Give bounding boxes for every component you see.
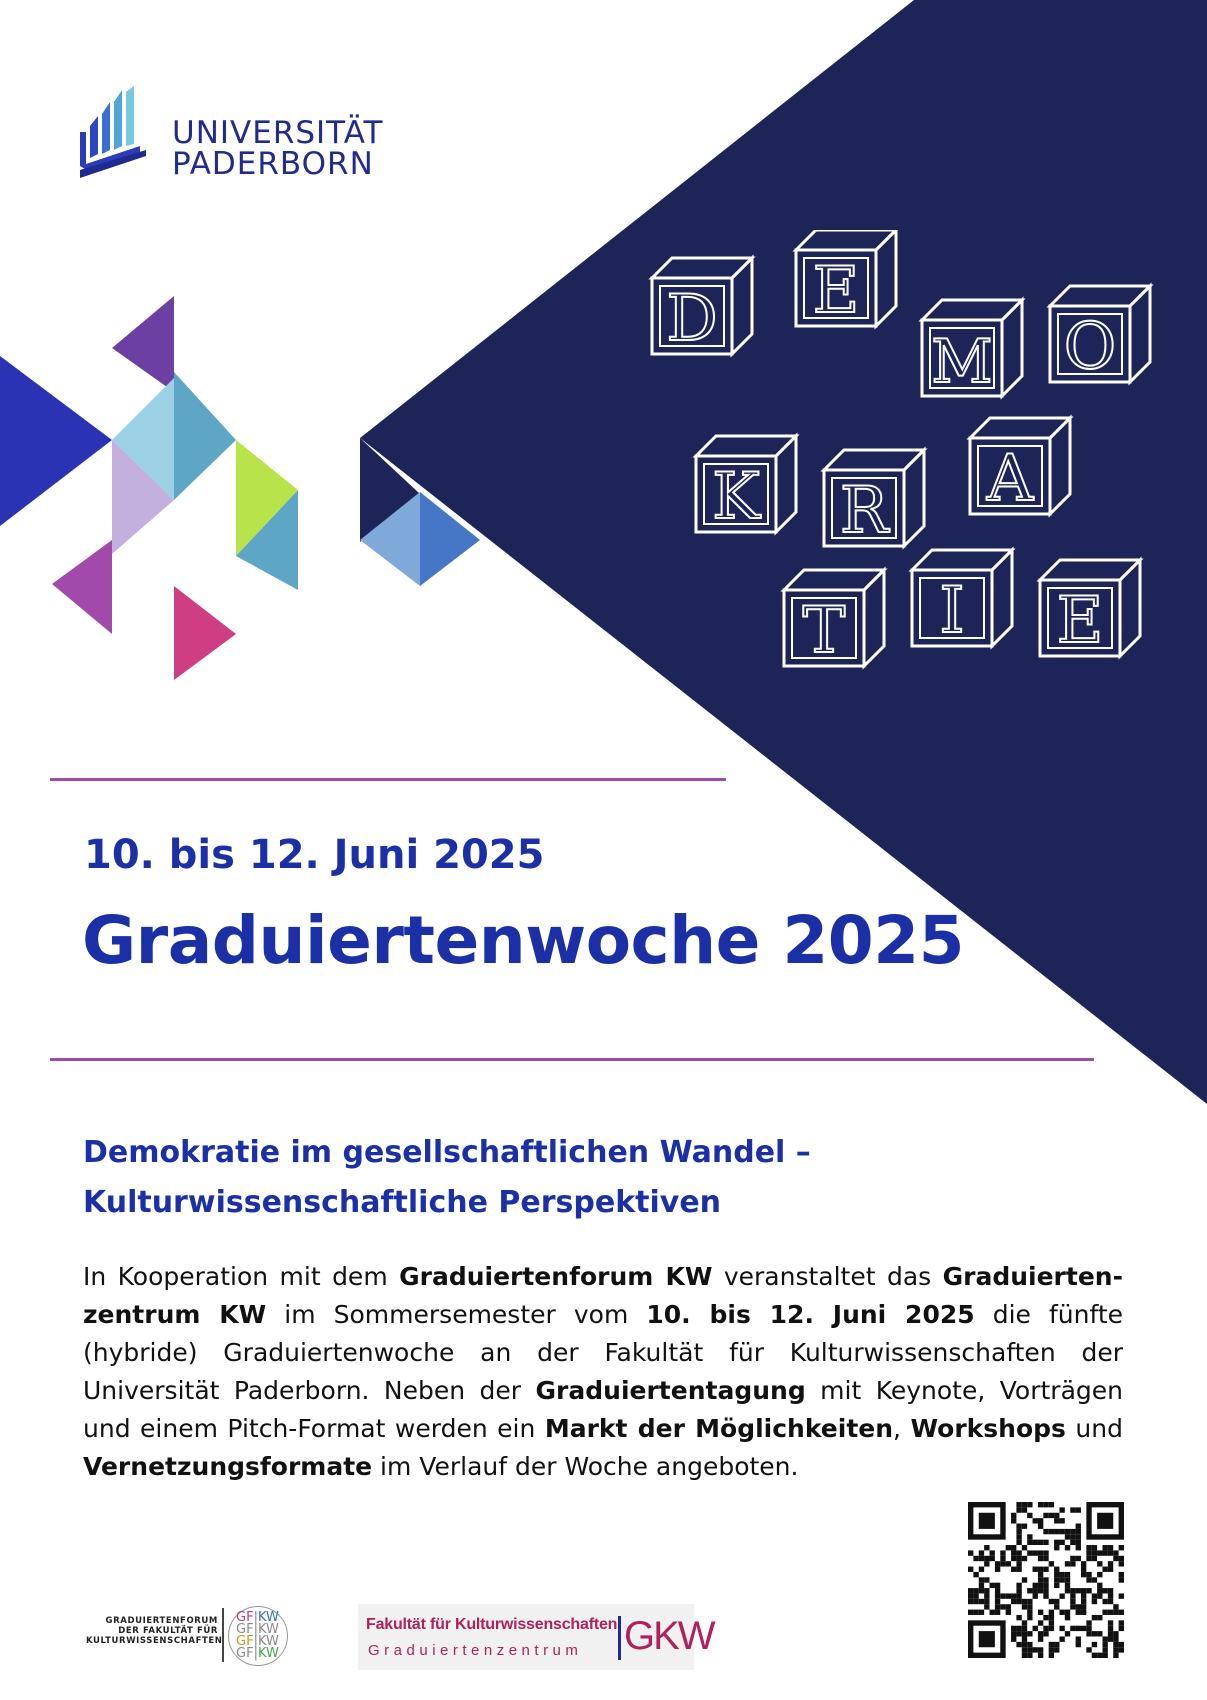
- gkw-mark: GKW: [624, 1614, 714, 1658]
- graduiertenforum-logo: [86, 1602, 298, 1670]
- gf-mark-right: KW: [257, 1622, 279, 1637]
- block-m: [922, 300, 1022, 397]
- demokratie-blocks: [640, 230, 1200, 700]
- desc-text: veranstaltet das: [712, 1262, 943, 1291]
- gf-mark-right: KW: [257, 1610, 279, 1625]
- block-letter: M: [931, 327, 993, 397]
- gkw-line2: Graduiertenzentrum: [368, 1642, 583, 1659]
- block-e2: [1040, 560, 1140, 658]
- block-a: [970, 418, 1070, 516]
- qr-code[interactable]: [968, 1502, 1124, 1658]
- block-r: [824, 450, 924, 548]
- desc-bold: Graduiertenzentrum KW: [83, 1262, 1123, 1329]
- block-letter: D: [666, 282, 718, 356]
- block-t: [784, 570, 884, 668]
- subtitle-line2: Kulturwissenschaftliche Perspektiven: [83, 1185, 722, 1220]
- university-name-line2: PADERBORN: [172, 146, 374, 182]
- desc-bold: Workshops: [910, 1414, 1066, 1443]
- top-divider: [50, 778, 726, 781]
- gf-logo-line3: KULTURWISSENSCHAFTEN: [86, 1636, 223, 1646]
- gf-mark-left: GF: [236, 1646, 254, 1661]
- gf-mark-right: KW: [257, 1646, 279, 1661]
- bottom-divider: [50, 1058, 1094, 1061]
- decorative-triangles: [0, 290, 490, 690]
- block-letter: I: [939, 574, 965, 648]
- block-letter: R: [839, 474, 889, 548]
- desc-text: im Sommersemester vom: [266, 1300, 647, 1329]
- block-i: [912, 550, 1012, 648]
- desc-bold: 10. bis 12. Juni 2025: [646, 1300, 975, 1329]
- gf-mark-left: GF: [236, 1622, 254, 1637]
- university-name: [172, 115, 384, 182]
- desc-text: die fünfte (hybride) Graduiertenwoche an der Fakultät für Kulturwissenschaften der Universität Paderborn. Neben der: [83, 1300, 1124, 1405]
- gkw-line1: Fakultät für Kulturwissenschaften: [366, 1616, 618, 1633]
- graduiertenzentrum-logo: [358, 1604, 714, 1670]
- block-o: [1050, 286, 1150, 384]
- event-date: 10. bis 12. Juni 2025: [84, 832, 545, 878]
- gf-mark-right: KW: [257, 1634, 279, 1649]
- desc-text: mit Keynote, Vorträgen und einem Pitch-Format werden ein: [83, 1376, 1123, 1443]
- desc-bold: Vernetzungsformate: [83, 1452, 373, 1481]
- event-title: Graduiertenwoche 2025: [82, 902, 965, 979]
- desc-text: und: [1065, 1414, 1123, 1443]
- desc-bold: Markt der Möglichkeiten: [544, 1414, 894, 1443]
- block-e: [796, 230, 896, 328]
- event-description: [83, 1258, 1123, 1486]
- subtitle-line1: Demokratie im gesellschaftlichen Wandel –: [83, 1135, 811, 1170]
- block-letter: E: [812, 254, 860, 328]
- gf-logo-line2: DER FAKULTÄT FÜR: [118, 1626, 218, 1636]
- block-k: [696, 436, 796, 534]
- desc-bold: Graduiertenforum KW: [399, 1262, 713, 1291]
- desc-text: In Kooperation mit dem: [83, 1262, 400, 1291]
- block-d: [652, 258, 752, 356]
- event-subtitle: [83, 1128, 811, 1228]
- gf-logo-line1: GRADUIERTENFORUM: [105, 1616, 218, 1626]
- desc-bold: Graduiertentagung: [535, 1376, 806, 1405]
- block-letter: E: [1056, 584, 1104, 658]
- desc-text: ,: [893, 1414, 911, 1443]
- university-name-line1: UNIVERSITÄT: [172, 115, 384, 151]
- block-letter: O: [1063, 310, 1117, 384]
- block-letter: K: [712, 460, 760, 534]
- block-letter: T: [802, 594, 846, 668]
- gf-mark-left: GF: [236, 1610, 254, 1625]
- gf-mark: GF|KW GF|KW GF|KW GF|KW: [236, 1610, 279, 1661]
- gf-mark-left: GF: [236, 1634, 254, 1649]
- desc-text: im Verlauf der Woche angeboten.: [372, 1452, 799, 1481]
- block-letter: A: [986, 442, 1034, 516]
